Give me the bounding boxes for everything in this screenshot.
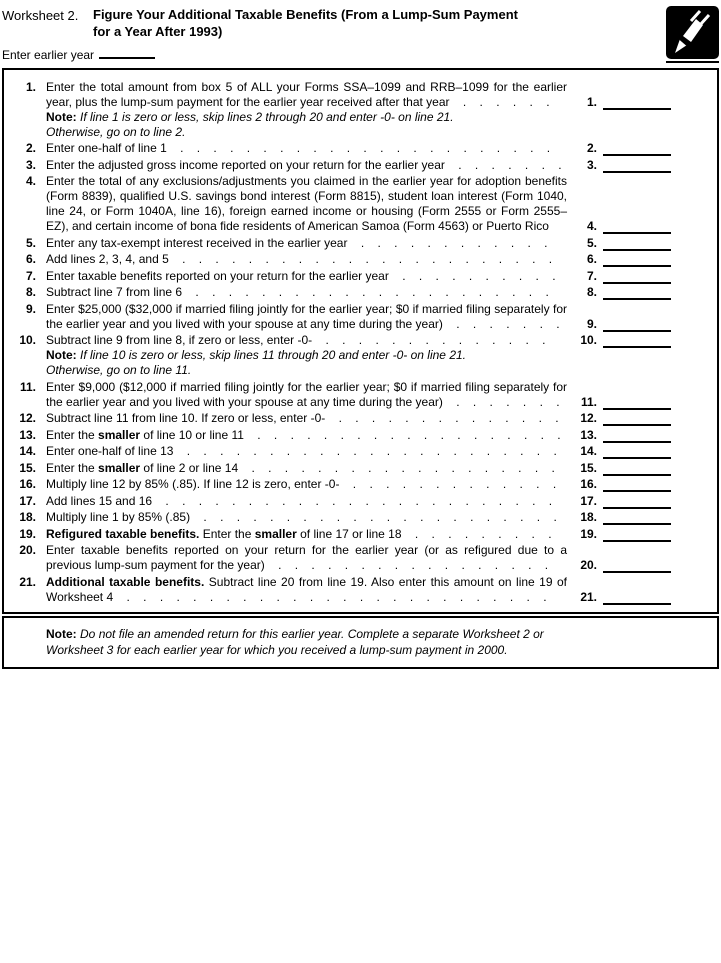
answer-cell [567,411,717,426]
worksheet-item [4,158,717,173]
worksheet-row [4,158,717,173]
answer-blank[interactable] [603,429,671,443]
line-text-segments [46,527,402,541]
worksheet-row [4,428,717,443]
dot-leader: . . . . . . . . . . [393,268,561,283]
text-segment: Enter the total amount from box 5 of ALL your Forms SSA–1099 and RRB–1099 for the earlier year, plus the lump-sum payment for the earlier year received after that year [46,79,567,109]
line-text-segments [46,158,445,172]
line-text [46,333,567,348]
line-text-segments [46,411,325,425]
line-number: 21. [19,574,36,589]
worksheet-title-line1: Figure Your Additional Taxable Benefits (From a Lump-Sum Payment [93,7,518,22]
answer-line-number: 6. [586,252,597,266]
header [2,6,719,63]
line-text [46,236,567,251]
answer-blank[interactable] [603,237,671,251]
answer-line-number: 8. [586,285,597,299]
worksheet-item [4,236,717,251]
answer-cell [567,269,717,284]
worksheet-row [4,575,717,605]
worksheet-row [4,302,717,332]
worksheet-row [4,494,717,509]
line-number: 2. [25,141,36,155]
line-text [46,380,567,410]
answer-line-number: 16. [580,477,597,491]
answer-cell [567,141,717,156]
dot-leader: . . . . . . . . . . . . . . . . . . . . . . . [173,252,558,266]
worksheet-row [4,477,717,492]
answer-line-number: 19. [580,526,597,541]
worksheet-item [4,80,717,140]
answer-cell [567,477,717,492]
note-text: If line 1 is zero or less, skip lines 2 through 20 and enter -0- on line 21. [80,109,454,124]
line-text [46,269,567,284]
dot-leader: . . . . . . . . . . . . . . . . . . . . . . [195,510,562,524]
worksheet-row [4,285,717,300]
answer-cell [567,95,717,110]
dot-leader: . . . . . . . . . . . . . [344,477,562,491]
text-segment: Enter the adjusted gross income reported on your return for the earlier year [46,157,445,172]
answer-line-number: 15. [580,460,597,475]
line-number: 4. [25,174,36,188]
worksheet-item [4,575,717,605]
answer-line-number: 13. [580,427,597,442]
text-segment: of line 17 or line 18 [296,526,402,541]
answer-blank[interactable] [603,159,671,173]
line-number: 13. [19,427,36,442]
dot-leader: . . . . . . [454,94,555,109]
footer-note-box [2,616,719,669]
line-text [46,494,567,509]
footer-note-line2: Worksheet 3 for each earlier year for which you received a lump-sum payment in 2000. [46,643,508,657]
dot-leader: . . . . . . . . . . . . . . [330,411,564,425]
line-number: 7. [25,268,36,283]
worksheet-row [4,527,717,542]
answer-line-number: 5. [586,235,597,250]
line-text [46,158,567,173]
line-text [46,174,567,234]
line-text-segments [46,174,567,233]
answer-blank[interactable] [603,286,671,300]
line-number: 15. [19,460,36,475]
dot-leader: . . . . . . . . . . . . . . [317,333,551,347]
answer-blank[interactable] [603,253,671,267]
worksheet-body [4,80,717,605]
answer-line-number: 1. [586,94,597,109]
line-number: 20. [19,543,36,557]
text-segment: Enter the [46,427,99,442]
answer-blank[interactable] [603,220,671,234]
line-text [46,444,567,459]
answer-cell [567,252,717,267]
answer-line-number: 21. [580,589,597,604]
worksheet-item [4,444,717,459]
answer-cell [567,395,717,410]
line-text [46,428,567,443]
worksheet-row [4,141,717,156]
answer-cell [567,285,717,300]
line-text [46,411,567,426]
dot-leader: . . . . . . . . . . . . . . . . . . . . . . . [171,141,556,155]
answer-blank[interactable] [603,96,671,110]
text-segment: Subtract line 7 from line 6 [46,285,183,299]
line-text [46,252,567,267]
dot-leader: . . . . . . . . . . . . . . . . . . . [248,427,566,442]
line-text-segments [46,510,190,524]
worksheet-item [4,461,717,476]
answer-blank[interactable] [603,528,671,542]
line-text-segments [46,444,173,458]
dot-leader: . . . . . . . . . . . . [352,235,553,250]
answer-blank[interactable] [603,445,671,459]
worksheet-item [4,411,717,426]
answer-cell [567,317,717,332]
worksheet-item [4,285,717,300]
line-text-segments [46,285,182,299]
text-segment: Enter one-half of line 13 [46,444,174,458]
answer-line-number: 18. [580,510,597,524]
worksheet-item [4,380,717,410]
inline-note [46,110,717,140]
line-number: 19. [19,526,36,541]
line-number: 12. [19,411,36,425]
line-number: 17. [19,493,36,508]
answer-blank[interactable] [603,270,671,284]
note-label: Note: [46,109,80,124]
answer-cell [567,558,717,573]
line-number: 3. [25,157,36,172]
worksheet-item [4,477,717,492]
text-segment: of line 2 or line 14 [140,460,239,475]
worksheet-row [4,380,717,410]
answer-cell [567,590,717,605]
earlier-year-label: Enter earlier year [2,48,95,62]
text-segment: Multiply line 1 by 85% (.85) [46,510,191,524]
line-text-segments [46,428,244,442]
answer-blank[interactable] [603,412,671,426]
text-segment: Add lines 15 and 16 [46,493,153,508]
answer-cell [567,444,717,459]
dot-leader: . . . . . . . [447,316,565,331]
answer-line-number: 9. [586,316,597,331]
text-segment: smaller [98,427,141,442]
line-number: 16. [19,477,36,491]
text-segment: Subtract line 11 from line 10. If zero or less, enter -0- [46,411,326,425]
dot-leader: . . . . . . . [449,157,567,172]
text-segment: smaller [254,526,297,541]
dot-leader: . . . . . . . [447,394,565,409]
worksheet-row [4,510,717,525]
answer-line-number: 4. [586,219,597,233]
dot-leader: . . . . . . . . . . . . . . . . . . . [243,460,560,475]
text-segment: Enter the [46,460,99,475]
text-segment: Refigured taxable benefits. [46,526,200,541]
answer-blank[interactable] [603,495,671,509]
answer-blank[interactable] [603,462,671,476]
dot-leader: . . . . . . . . . . . . . . . . . [269,558,554,572]
line-text [46,575,567,605]
worksheet-item [4,269,717,284]
text-segment: Enter taxable benefits reported on your return for the earlier year [46,268,389,283]
worksheet-item [4,494,717,509]
line-text [46,80,567,110]
footer-note-line1: Do not file an amended return for this earlier year. Complete a separate Worksheet 2 or [80,627,544,641]
worksheet-row [4,461,717,476]
answer-blank[interactable] [603,396,671,410]
line-text-segments [46,477,339,491]
answer-cell [567,510,717,525]
text-segment: Enter $9,000 ($12,000 if married filing jointly for the earlier year; $0 if married filing separately for the earlier year and you lived with your spouse at any time during the year) [46,379,567,409]
worksheet-item [4,527,717,542]
answer-cell [567,236,717,251]
text-segment: Enter taxable benefits reported on your return for the earlier year (or as refigured due to a previous lump-sum payment for the year) [46,543,567,572]
answer-cell [567,527,717,542]
answer-blank[interactable] [603,511,671,525]
worksheet-row [4,543,717,573]
answer-cell [567,158,717,173]
answer-line-number: 7. [586,268,597,283]
dot-leader: . . . . . . . . . . . . . . . . . . . . . . . . [157,493,558,508]
line-text-segments [46,333,312,347]
answer-cell [567,219,717,234]
answer-line-number: 11. [580,394,597,409]
text-segment: Enter the total of any exclusions/adjustments you claimed in the earlier year for adoption benefits (Form 8839), qualified U.S. savings bond interest (Form 8815), student loan interest (Form 1040, line 24, or Form 1040A, line 16), foreign earned income or housing (Form 2555 or Form 2555–EZ), and certain income of bona fide residents of American Samoa (Form 4563) or Puerto Rico [46,174,567,233]
worksheet-item [4,174,717,234]
worksheet-row [4,174,717,234]
line-text [46,527,567,542]
dot-leader: . . . . . . . . . . . . . . . . . . . . . . . [178,444,562,458]
dot-leader [549,219,554,233]
line-text [46,477,567,492]
dot-leader: . . . . . . . . . . . . . . . . . . . . . . [187,285,554,299]
worksheet-row [4,333,717,348]
note-text: Otherwise, go on to line 11. [46,363,192,377]
answer-cell [567,494,717,509]
answer-line-number: 10. [580,333,597,347]
text-segment: of line 10 or line 11 [140,427,244,442]
worksheet-title [93,6,518,40]
answer-blank[interactable] [603,478,671,492]
line-text-segments [46,236,347,250]
answer-cell [567,333,717,348]
worksheet-box [2,68,719,614]
answer-line-number: 17. [580,493,597,508]
worksheet-label: Worksheet 2. [2,8,79,23]
line-text-segments [46,141,167,155]
text-segment: Multiply line 12 by 85% (.85). If line 12 is zero, enter -0- [46,477,340,491]
line-text-segments [46,252,169,266]
answer-line-number: 20. [580,558,597,572]
text-segment: Subtract line 9 from line 8, if zero or less, enter -0- [46,333,313,347]
dot-leader: . . . . . . . . . [406,526,557,541]
line-text [46,510,567,525]
worksheet-row [4,411,717,426]
text-segment: Add lines 2, 3, 4, and 5 [46,252,169,266]
worksheet-row [4,236,717,251]
line-text [46,461,567,476]
text-segment: Subtract line 20 from line 19. Also enter this amount on line 19 of Worksheet 4 [46,574,567,604]
answer-blank[interactable] [603,334,671,348]
line-number: 6. [25,252,36,266]
line-text [46,302,567,332]
dot-leader: . . . . . . . . . . . . . . . . . . . . . . . . . . [118,589,552,604]
footer-note-label: Note: [46,627,77,641]
answer-line-number: 14. [580,444,597,458]
line-number: 11. [19,379,36,394]
line-number: 10. [19,333,36,347]
worksheet-item [4,428,717,443]
text-segment: Additional taxable benefits. [46,574,205,589]
text-segment: Enter one-half of line 1 [46,141,167,155]
line-number: 8. [25,285,36,299]
line-number: 14. [19,444,36,458]
worksheet-row [4,269,717,284]
answer-blank[interactable] [603,318,671,332]
line-text-segments [46,269,389,283]
answer-cell [567,461,717,476]
worksheet-item [4,302,717,332]
worksheet-item [4,333,717,378]
line-number: 5. [25,235,36,250]
answer-cell [567,428,717,443]
worksheet-row [4,444,717,459]
line-number: 1. [25,79,36,94]
text-segment: Enter $25,000 ($32,000 if married filing jointly for the earlier year; $0 if married filing separately for the earlier year and you lived with your spouse at any time during the year) [46,301,567,331]
inline-note [46,348,717,378]
worksheet-item [4,141,717,156]
text-segment: smaller [98,460,141,475]
note-label: Note: [46,348,80,362]
note-text: Otherwise, go on to line 2. [46,124,186,139]
worksheet-item [4,543,717,573]
text-segment: Enter the [199,526,255,541]
answer-blank[interactable] [603,142,671,156]
line-text [46,285,567,300]
worksheet-title-line2: for a Year After 1993) [93,24,223,39]
pencil-icon [666,6,719,63]
worksheet-row [4,252,717,267]
line-number: 18. [19,510,36,524]
answer-line-number: 2. [586,141,597,155]
earlier-year-blank[interactable] [99,46,155,59]
answer-line-number: 3. [586,157,597,172]
note-text: If line 10 is zero or less, skip lines 11 through 20 and enter -0- on line 21. [80,348,466,362]
line-text-segments [46,461,238,475]
line-number: 9. [25,301,36,316]
line-text [46,141,567,156]
worksheet-item [4,510,717,525]
answer-blank[interactable] [603,591,671,605]
worksheet-row [4,80,717,110]
text-segment: Enter any tax-exempt interest received in the earlier year [46,235,348,250]
line-text-segments [46,494,152,508]
line-text [46,543,567,573]
worksheet-item [4,252,717,267]
answer-line-number: 12. [580,411,597,425]
answer-blank[interactable] [603,559,671,573]
